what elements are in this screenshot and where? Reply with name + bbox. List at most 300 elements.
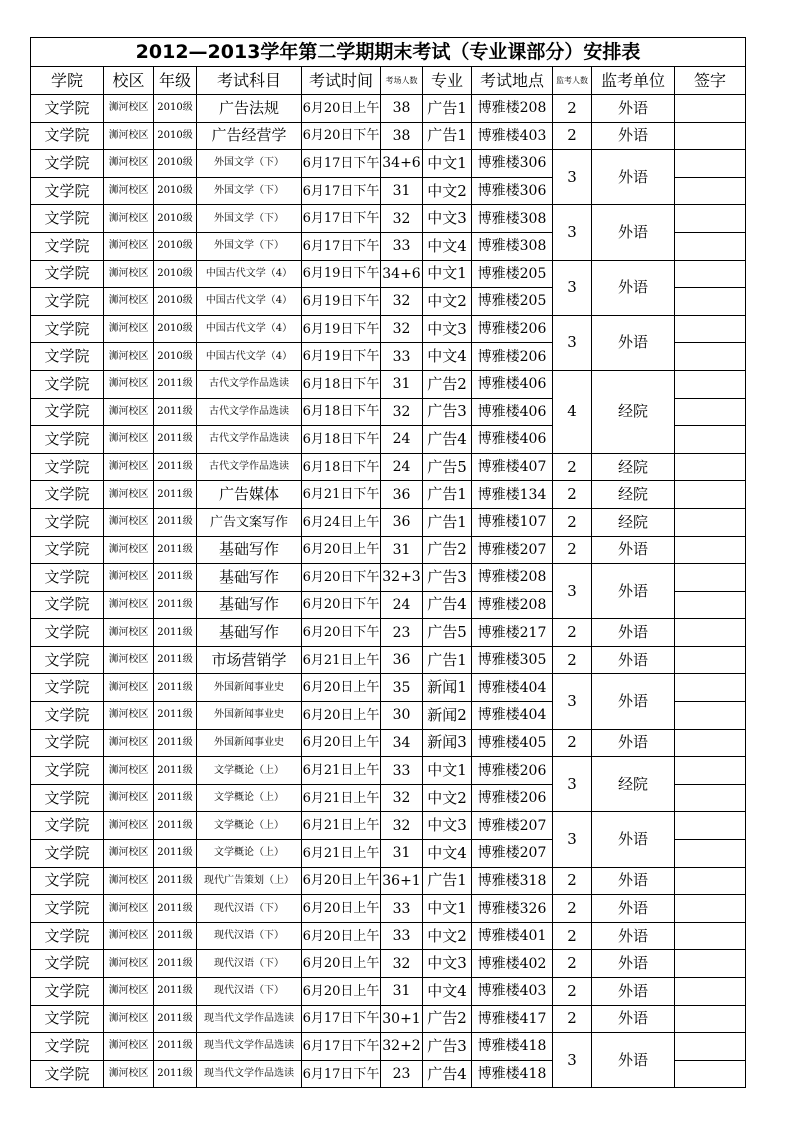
table-row <box>31 1033 746 1061</box>
signature-cell[interactable] <box>675 177 746 205</box>
exam-time-cell: 6月21日上午 <box>302 812 381 840</box>
table-row <box>31 508 746 536</box>
campus-cell: 浉河校区 <box>104 646 154 674</box>
header-count: 考场人数 <box>381 67 423 95</box>
student-count-cell: 33 <box>381 922 423 950</box>
grade-cell: 2010级 <box>154 122 197 150</box>
location-cell: 博雅楼308 <box>472 205 553 233</box>
exam-time-cell: 6月19日下午 <box>302 315 381 343</box>
invigilator-unit-cell: 外语 <box>592 646 675 674</box>
table-row <box>31 895 746 923</box>
student-count-cell: 31 <box>381 370 423 398</box>
location-cell: 博雅楼206 <box>472 343 553 371</box>
college-cell: 文学院 <box>31 1033 104 1061</box>
location-cell: 博雅楼405 <box>472 729 553 757</box>
exam-time-cell: 6月20日上午 <box>302 867 381 895</box>
grade-cell: 2010级 <box>154 288 197 316</box>
major-cell: 广告3 <box>423 1033 472 1061</box>
table-row <box>31 812 746 840</box>
invigilator-unit-cell: 经院 <box>592 453 675 481</box>
location-cell: 博雅楼417 <box>472 1005 553 1033</box>
exam-time-cell: 6月17日下午 <box>302 150 381 178</box>
location-cell: 博雅楼206 <box>472 757 553 785</box>
grade-cell: 2010级 <box>154 260 197 288</box>
subject-cell: 基础写作 <box>197 564 302 592</box>
invigilator-unit-cell: 外语 <box>592 867 675 895</box>
exam-time-cell: 6月20日下午 <box>302 591 381 619</box>
major-cell: 中文3 <box>423 812 472 840</box>
location-cell: 博雅楼205 <box>472 260 553 288</box>
grade-cell: 2011级 <box>154 564 197 592</box>
campus-cell: 浉河校区 <box>104 950 154 978</box>
location-cell: 博雅楼306 <box>472 177 553 205</box>
college-cell: 文学院 <box>31 757 104 785</box>
college-cell: 文学院 <box>31 398 104 426</box>
invigilator-count-cell: 2 <box>553 1005 592 1033</box>
campus-cell: 浉河校区 <box>104 729 154 757</box>
student-count-cell: 38 <box>381 95 423 123</box>
signature-cell[interactable] <box>675 1005 746 1033</box>
invigilator-count-cell: 2 <box>553 922 592 950</box>
table-row <box>31 150 746 178</box>
grade-cell: 2010级 <box>154 315 197 343</box>
grade-cell: 2011级 <box>154 757 197 785</box>
major-cell: 中文4 <box>423 840 472 868</box>
table-row <box>31 122 746 150</box>
location-cell: 博雅楼308 <box>472 232 553 260</box>
subject-cell: 中国古代文学（4） <box>197 343 302 371</box>
signature-cell[interactable] <box>675 564 746 592</box>
student-count-cell: 36 <box>381 646 423 674</box>
exam-time-cell: 6月17日下午 <box>302 205 381 233</box>
campus-cell: 浉河校区 <box>104 481 154 509</box>
location-cell: 博雅楼418 <box>472 1033 553 1061</box>
student-count-cell: 32 <box>381 398 423 426</box>
location-cell: 博雅楼406 <box>472 370 553 398</box>
header-grade: 年级 <box>154 67 197 95</box>
header-location: 考试地点 <box>472 67 553 95</box>
campus-cell: 浉河校区 <box>104 426 154 454</box>
student-count-cell: 33 <box>381 232 423 260</box>
exam-time-cell: 6月21日上午 <box>302 757 381 785</box>
major-cell: 广告3 <box>423 398 472 426</box>
invigilator-count-cell: 3 <box>553 564 592 619</box>
campus-cell: 浉河校区 <box>104 370 154 398</box>
subject-cell: 外国文学（下） <box>197 205 302 233</box>
invigilator-count-cell: 2 <box>553 508 592 536</box>
subject-cell: 外国新闻事业史 <box>197 702 302 730</box>
exam-time-cell: 6月21日上午 <box>302 646 381 674</box>
major-cell: 中文4 <box>423 232 472 260</box>
invigilator-count-cell: 2 <box>553 453 592 481</box>
college-cell: 文学院 <box>31 508 104 536</box>
major-cell: 中文4 <box>423 343 472 371</box>
signature-cell[interactable] <box>675 922 746 950</box>
exam-time-cell: 6月18日下午 <box>302 370 381 398</box>
major-cell: 中文1 <box>423 260 472 288</box>
student-count-cell: 32 <box>381 812 423 840</box>
invigilator-unit-cell: 外语 <box>592 122 675 150</box>
college-cell: 文学院 <box>31 784 104 812</box>
invigilator-count-cell: 2 <box>553 619 592 647</box>
invigilator-count-cell: 2 <box>553 978 592 1006</box>
subject-cell: 广告文案写作 <box>197 508 302 536</box>
grade-cell: 2011级 <box>154 398 197 426</box>
major-cell: 中文3 <box>423 205 472 233</box>
signature-cell[interactable] <box>675 426 746 454</box>
exam-time-cell: 6月17日下午 <box>302 177 381 205</box>
exam-time-cell: 6月18日下午 <box>302 398 381 426</box>
student-count-cell: 31 <box>381 978 423 1006</box>
campus-cell: 浉河校区 <box>104 536 154 564</box>
invigilator-count-cell: 3 <box>553 315 592 370</box>
location-cell: 博雅楼207 <box>472 840 553 868</box>
exam-schedule-table <box>30 37 746 1088</box>
major-cell: 广告4 <box>423 591 472 619</box>
student-count-cell: 32 <box>381 205 423 233</box>
signature-cell[interactable] <box>675 840 746 868</box>
exam-time-cell: 6月21日上午 <box>302 840 381 868</box>
student-count-cell: 33 <box>381 757 423 785</box>
signature-cell[interactable] <box>675 619 746 647</box>
invigilator-count-cell: 3 <box>553 260 592 315</box>
exam-time-cell: 6月18日下午 <box>302 426 381 454</box>
location-cell: 博雅楼134 <box>472 481 553 509</box>
invigilator-unit-cell: 经院 <box>592 370 675 453</box>
student-count-cell: 31 <box>381 536 423 564</box>
major-cell: 中文1 <box>423 757 472 785</box>
subject-cell: 现当代文学作品选读 <box>197 1033 302 1061</box>
exam-time-cell: 6月17日下午 <box>302 1005 381 1033</box>
grade-cell: 2010级 <box>154 205 197 233</box>
subject-cell: 广告媒体 <box>197 481 302 509</box>
college-cell: 文学院 <box>31 674 104 702</box>
major-cell: 中文2 <box>423 288 472 316</box>
signature-cell[interactable] <box>675 702 746 730</box>
subject-cell: 现代汉语（下） <box>197 895 302 923</box>
location-cell: 博雅楼107 <box>472 508 553 536</box>
invigilator-count-cell: 2 <box>553 895 592 923</box>
table-row <box>31 205 746 233</box>
college-cell: 文学院 <box>31 840 104 868</box>
student-count-cell: 36 <box>381 508 423 536</box>
location-cell: 博雅楼403 <box>472 978 553 1006</box>
subject-cell: 现当代文学作品选读 <box>197 1005 302 1033</box>
signature-cell[interactable] <box>675 784 746 812</box>
invigilator-count-cell: 3 <box>553 812 592 867</box>
header-row <box>31 67 746 95</box>
signature-cell[interactable] <box>675 453 746 481</box>
invigilator-unit-cell: 外语 <box>592 922 675 950</box>
subject-cell: 文学概论（上） <box>197 757 302 785</box>
invigilator-unit-cell: 外语 <box>592 729 675 757</box>
major-cell: 广告4 <box>423 1060 472 1088</box>
location-cell: 博雅楼208 <box>472 564 553 592</box>
location-cell: 博雅楼305 <box>472 646 553 674</box>
signature-cell[interactable] <box>675 536 746 564</box>
college-cell: 文学院 <box>31 812 104 840</box>
campus-cell: 浉河校区 <box>104 757 154 785</box>
header-invig-count: 监考人数 <box>553 67 592 95</box>
campus-cell: 浉河校区 <box>104 150 154 178</box>
major-cell: 广告1 <box>423 481 472 509</box>
grade-cell: 2011级 <box>154 508 197 536</box>
invigilator-count-cell: 4 <box>553 370 592 453</box>
college-cell: 文学院 <box>31 1005 104 1033</box>
subject-cell: 广告经营学 <box>197 122 302 150</box>
table-row <box>31 453 746 481</box>
student-count-cell: 32+2 <box>381 1033 423 1061</box>
subject-cell: 文学概论（上） <box>197 812 302 840</box>
subject-cell: 古代文学作品选读 <box>197 453 302 481</box>
signature-cell[interactable] <box>675 260 746 288</box>
college-cell: 文学院 <box>31 867 104 895</box>
table-row <box>31 867 746 895</box>
major-cell: 中文3 <box>423 950 472 978</box>
signature-cell[interactable] <box>675 812 746 840</box>
signature-cell[interactable] <box>675 232 746 260</box>
signature-cell[interactable] <box>675 508 746 536</box>
exam-time-cell: 6月20日下午 <box>302 122 381 150</box>
header-subject: 考试科目 <box>197 67 302 95</box>
table-row <box>31 1005 746 1033</box>
invigilator-unit-cell: 外语 <box>592 978 675 1006</box>
grade-cell: 2011级 <box>154 370 197 398</box>
location-cell: 博雅楼402 <box>472 950 553 978</box>
exam-time-cell: 6月19日下午 <box>302 260 381 288</box>
invigilator-count-cell: 2 <box>553 867 592 895</box>
exam-schedule-sheet <box>30 37 745 1088</box>
grade-cell: 2010级 <box>154 177 197 205</box>
college-cell: 文学院 <box>31 978 104 1006</box>
college-cell: 文学院 <box>31 370 104 398</box>
campus-cell: 浉河校区 <box>104 1005 154 1033</box>
subject-cell: 文学概论（上） <box>197 784 302 812</box>
location-cell: 博雅楼206 <box>472 315 553 343</box>
subject-cell: 古代文学作品选读 <box>197 398 302 426</box>
exam-time-cell: 6月20日下午 <box>302 619 381 647</box>
signature-cell[interactable] <box>675 150 746 178</box>
subject-cell: 古代文学作品选读 <box>197 370 302 398</box>
location-cell: 博雅楼401 <box>472 922 553 950</box>
invigilator-count-cell: 2 <box>553 95 592 123</box>
signature-cell[interactable] <box>675 867 746 895</box>
exam-time-cell: 6月17日下午 <box>302 1060 381 1088</box>
major-cell: 中文1 <box>423 150 472 178</box>
subject-cell: 基础写作 <box>197 536 302 564</box>
major-cell: 中文4 <box>423 978 472 1006</box>
signature-cell[interactable] <box>675 343 746 371</box>
subject-cell: 中国古代文学（4） <box>197 260 302 288</box>
campus-cell: 浉河校区 <box>104 260 154 288</box>
signature-cell[interactable] <box>675 1060 746 1088</box>
major-cell: 中文1 <box>423 895 472 923</box>
exam-time-cell: 6月19日下午 <box>302 288 381 316</box>
table-row <box>31 950 746 978</box>
college-cell: 文学院 <box>31 950 104 978</box>
student-count-cell: 30+1 <box>381 1005 423 1033</box>
page-title: 2012—2013学年第二学期期末考试（专业课部分）安排表 <box>31 38 746 67</box>
location-cell: 博雅楼326 <box>472 895 553 923</box>
subject-cell: 现当代文学作品选读 <box>197 1060 302 1088</box>
grade-cell: 2011级 <box>154 1005 197 1033</box>
college-cell: 文学院 <box>31 260 104 288</box>
grade-cell: 2011级 <box>154 481 197 509</box>
table-row <box>31 674 746 702</box>
signature-cell[interactable] <box>675 978 746 1006</box>
college-cell: 文学院 <box>31 729 104 757</box>
grade-cell: 2011级 <box>154 895 197 923</box>
major-cell: 广告1 <box>423 867 472 895</box>
college-cell: 文学院 <box>31 1060 104 1088</box>
grade-cell: 2011级 <box>154 950 197 978</box>
signature-cell[interactable] <box>675 646 746 674</box>
exam-time-cell: 6月20日上午 <box>302 702 381 730</box>
table-row <box>31 95 746 123</box>
major-cell: 广告1 <box>423 646 472 674</box>
title-row <box>31 38 746 67</box>
invigilator-count-cell: 2 <box>553 536 592 564</box>
college-cell: 文学院 <box>31 646 104 674</box>
college-cell: 文学院 <box>31 619 104 647</box>
grade-cell: 2011级 <box>154 784 197 812</box>
campus-cell: 浉河校区 <box>104 812 154 840</box>
invigilator-unit-cell: 外语 <box>592 1033 675 1088</box>
invigilator-unit-cell: 外语 <box>592 260 675 315</box>
grade-cell: 2010级 <box>154 232 197 260</box>
table-row <box>31 260 746 288</box>
signature-cell[interactable] <box>675 398 746 426</box>
signature-cell[interactable] <box>675 315 746 343</box>
invigilator-count-cell: 2 <box>553 950 592 978</box>
signature-cell[interactable] <box>675 729 746 757</box>
major-cell: 广告2 <box>423 370 472 398</box>
header-college: 学院 <box>31 67 104 95</box>
invigilator-count-cell: 2 <box>553 729 592 757</box>
major-cell: 广告5 <box>423 619 472 647</box>
subject-cell: 古代文学作品选读 <box>197 426 302 454</box>
student-count-cell: 31 <box>381 840 423 868</box>
signature-cell[interactable] <box>675 757 746 785</box>
table-row <box>31 370 746 398</box>
table-row <box>31 619 746 647</box>
campus-cell: 浉河校区 <box>104 205 154 233</box>
invigilator-unit-cell: 外语 <box>592 812 675 867</box>
major-cell: 广告1 <box>423 508 472 536</box>
invigilator-count-cell: 3 <box>553 674 592 729</box>
campus-cell: 浉河校区 <box>104 922 154 950</box>
grade-cell: 2011级 <box>154 1060 197 1088</box>
invigilator-unit-cell: 外语 <box>592 1005 675 1033</box>
table-row <box>31 536 746 564</box>
student-count-cell: 34 <box>381 729 423 757</box>
campus-cell: 浉河校区 <box>104 1060 154 1088</box>
campus-cell: 浉河校区 <box>104 784 154 812</box>
subject-cell: 基础写作 <box>197 619 302 647</box>
signature-cell[interactable] <box>675 950 746 978</box>
signature-cell[interactable] <box>675 591 746 619</box>
subject-cell: 现代广告策划（上） <box>197 867 302 895</box>
grade-cell: 2011级 <box>154 453 197 481</box>
campus-cell: 浉河校区 <box>104 564 154 592</box>
signature-cell[interactable] <box>675 895 746 923</box>
exam-time-cell: 6月20日上午 <box>302 922 381 950</box>
invigilator-count-cell: 3 <box>553 205 592 260</box>
table-row <box>31 978 746 1006</box>
header-sign: 签字 <box>675 67 746 95</box>
student-count-cell: 23 <box>381 1060 423 1088</box>
table-row <box>31 757 746 785</box>
student-count-cell: 32 <box>381 288 423 316</box>
grade-cell: 2011级 <box>154 729 197 757</box>
header-campus: 校区 <box>104 67 154 95</box>
exam-time-cell: 6月20日上午 <box>302 729 381 757</box>
table-row <box>31 646 746 674</box>
major-cell: 新闻3 <box>423 729 472 757</box>
table-row <box>31 564 746 592</box>
student-count-cell: 24 <box>381 591 423 619</box>
invigilator-unit-cell: 经院 <box>592 481 675 509</box>
invigilator-count-cell: 2 <box>553 122 592 150</box>
subject-cell: 中国古代文学（4） <box>197 288 302 316</box>
grade-cell: 2011级 <box>154 702 197 730</box>
campus-cell: 浉河校区 <box>104 232 154 260</box>
major-cell: 中文2 <box>423 177 472 205</box>
student-count-cell: 34+6 <box>381 260 423 288</box>
location-cell: 博雅楼418 <box>472 1060 553 1088</box>
grade-cell: 2011级 <box>154 591 197 619</box>
major-cell: 广告2 <box>423 536 472 564</box>
signature-cell[interactable] <box>675 95 746 123</box>
exam-time-cell: 6月17日下午 <box>302 232 381 260</box>
signature-cell[interactable] <box>675 288 746 316</box>
header-invig-unit: 监考单位 <box>592 67 675 95</box>
signature-cell[interactable] <box>675 370 746 398</box>
subject-cell: 外国新闻事业史 <box>197 729 302 757</box>
subject-cell: 市场营销学 <box>197 646 302 674</box>
signature-cell[interactable] <box>675 481 746 509</box>
subject-cell: 外国文学（下） <box>197 232 302 260</box>
campus-cell: 浉河校区 <box>104 95 154 123</box>
campus-cell: 浉河校区 <box>104 702 154 730</box>
grade-cell: 2011级 <box>154 978 197 1006</box>
college-cell: 文学院 <box>31 481 104 509</box>
student-count-cell: 33 <box>381 343 423 371</box>
campus-cell: 浉河校区 <box>104 177 154 205</box>
campus-cell: 浉河校区 <box>104 619 154 647</box>
college-cell: 文学院 <box>31 702 104 730</box>
signature-cell[interactable] <box>675 1033 746 1061</box>
college-cell: 文学院 <box>31 591 104 619</box>
campus-cell: 浉河校区 <box>104 288 154 316</box>
invigilator-unit-cell: 外语 <box>592 150 675 205</box>
grade-cell: 2010级 <box>154 150 197 178</box>
signature-cell[interactable] <box>675 674 746 702</box>
signature-cell[interactable] <box>675 122 746 150</box>
exam-time-cell: 6月21日下午 <box>302 481 381 509</box>
exam-time-cell: 6月24日上午 <box>302 508 381 536</box>
major-cell: 广告2 <box>423 1005 472 1033</box>
location-cell: 博雅楼406 <box>472 398 553 426</box>
location-cell: 博雅楼407 <box>472 453 553 481</box>
student-count-cell: 32 <box>381 315 423 343</box>
college-cell: 文学院 <box>31 426 104 454</box>
subject-cell: 外国文学（下） <box>197 150 302 178</box>
signature-cell[interactable] <box>675 205 746 233</box>
student-count-cell: 31 <box>381 177 423 205</box>
exam-time-cell: 6月20日上午 <box>302 674 381 702</box>
location-cell: 博雅楼208 <box>472 95 553 123</box>
